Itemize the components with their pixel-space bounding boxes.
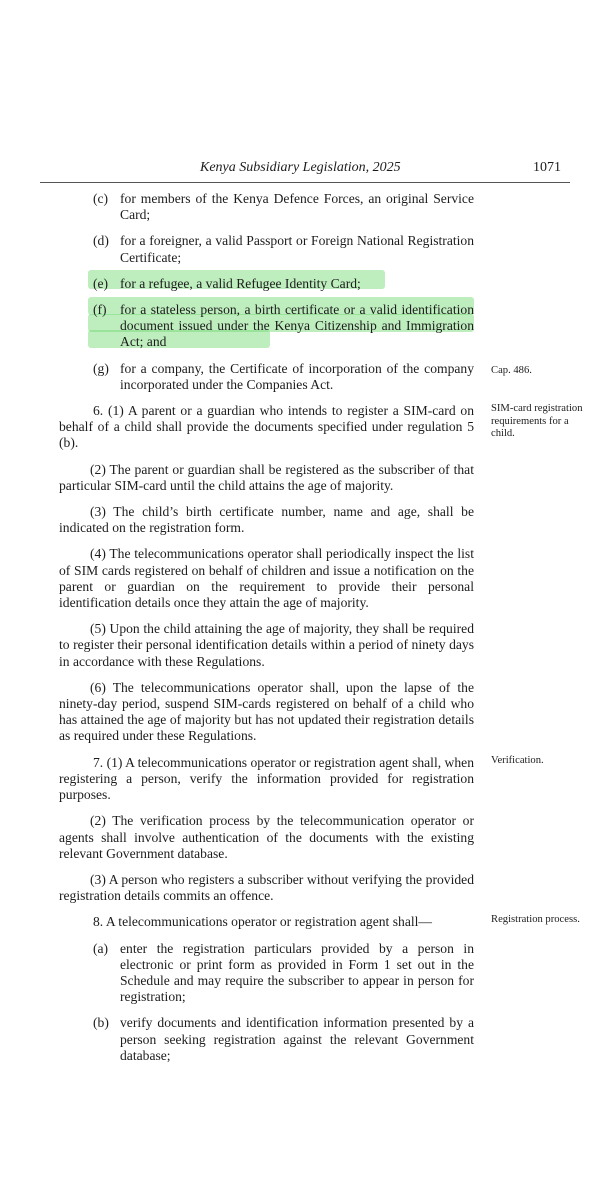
section-6-3: (3) The child’s birth certificate number, name and age, shall be indicated on the registration form. [59,504,474,536]
list-item-text: enter the registration particulars provided by a person in electronic or print form as provided in Form 1 set out in the Schedule and may require the subscriber to appear in person for registration; [120,940,474,1005]
list-item-8b [0,1015,474,1064]
section-6-2: (2) The parent or guardian shall be registered as the subscriber of that particular SIM-card until the child attains the age of majority. [59,461,474,493]
list-item-label: (d) [93,233,109,249]
list-item-g [0,360,532,393]
margin-note-sim-card: SIM-card registration requirements for a child. [491,403,583,440]
list-item-text: for a refugee, a valid Refugee Identity Card; [120,275,361,291]
list-item-8a [0,941,474,1006]
section-7-1 [0,754,544,804]
list-item-d [0,233,474,265]
list-item-e [0,276,474,292]
running-title: Kenya Subsidiary Legislation, 2025 [200,160,401,175]
section-6-1 [0,403,583,452]
margin-note-verification: Verification. [491,754,544,766]
list-item-text: for members of the Kenya Defence Forces, an original Service Card; [120,191,474,223]
list-item-label: (a) [93,940,109,956]
section-7-3: (3) A person who registers a subscriber without verifying the provided registration details commits an offence. [59,871,474,904]
running-header [0,160,598,180]
section-6-6: (6) The telecommunications operator shall, upon the lapse of the ninety-day period, suspend SIM-cards registered on behalf of a child who has attained the age of majority but has not updated their registration details as required under these Regulations. [59,679,474,744]
section-text: 7. (1) A telecommunications operator or registration agent shall, when registering a person, verify the information provided for registration purposes. [59,754,474,803]
document-body [0,191,598,1074]
list-item-c [0,191,474,223]
header-rule [40,182,570,183]
section-text: 6. (1) A parent or a guardian who intends to register a SIM-card on behalf of a child shall provide the documents specified under regulation 5 (b). [59,403,474,451]
list-item-text: for a foreigner, a valid Passport or Foreign National Registration Certificate; [120,233,474,265]
list-item-label: (g) [93,360,109,376]
list-item-label: (f) [93,302,107,318]
page-number: 1071 [533,160,561,175]
section-text: 8. A telecommunications operator or registration agent shall— [93,914,433,930]
list-item-label: (b) [93,1015,109,1031]
section-6-4: (4) The telecommunications operator shall periodically inspect the list of SIM cards registered on behalf of children and issue a notification on the parent or guardian on the requirement to provide their personal identification details once they attain the age of majority. [59,546,474,611]
list-item-label: (e) [93,275,109,291]
margin-note-cap: Cap. 486. [491,364,532,376]
list-item-text: verify documents and identification information presented by a person seeking registration against the relevant Government database; [120,1015,474,1063]
list-item-f [0,302,474,351]
section-6-5: (5) Upon the child attaining the age of majority, they shall be required to register their personal identification details within a period of ninety days in accordance with these Regulations. [59,621,474,669]
list-item-label: (c) [93,191,109,206]
margin-note-registration: Registration process. [491,914,580,926]
section-8 [0,914,580,930]
list-item-text: for a company, the Certificate of incorporation of the company incorporated under the Companies Act. [120,360,474,392]
list-item-text: for a stateless person, a birth certificate or a valid identification document issued under the Kenya Citizenship and Immigration Act; and [120,302,474,350]
section-7-2: (2) The verification process by the telecommunication operator or agents shall involve authentication of the documents with the existing relevant Government database. [59,813,474,861]
